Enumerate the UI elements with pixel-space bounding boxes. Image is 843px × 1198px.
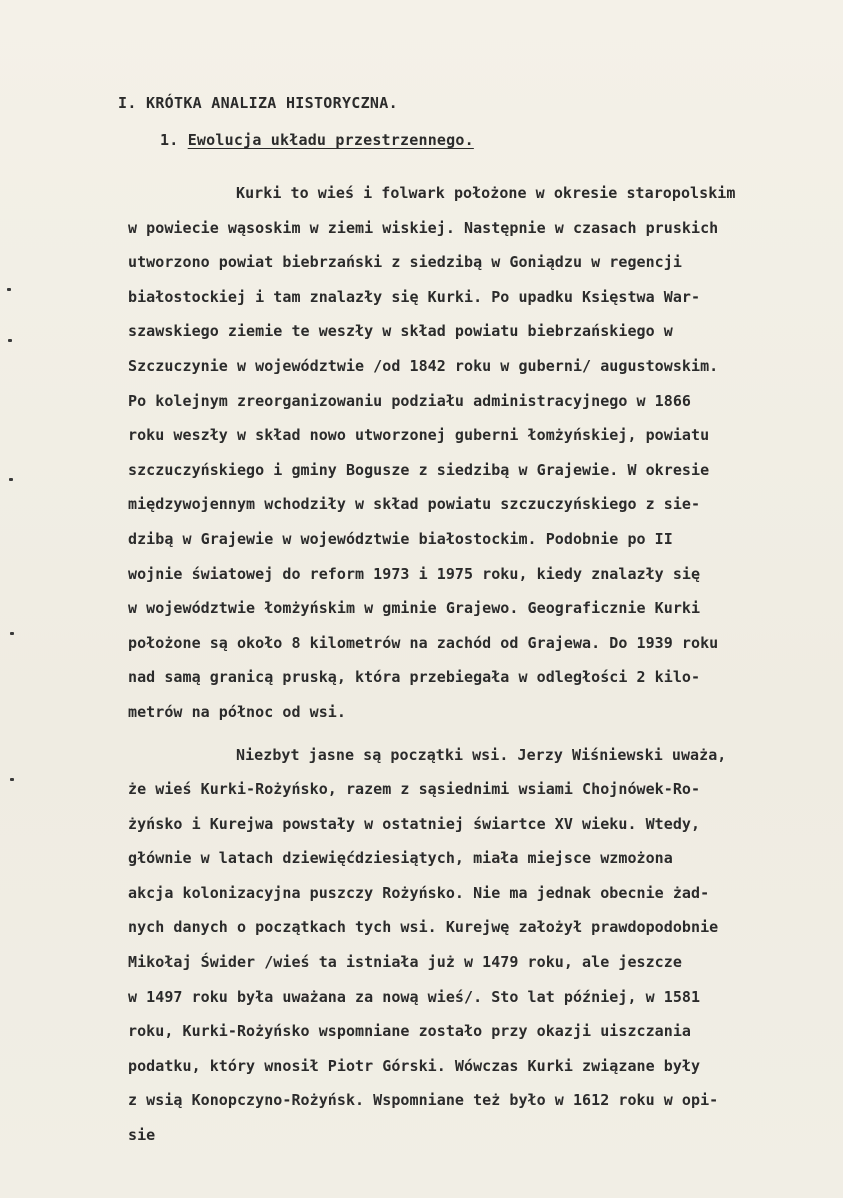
text-line: metrów na północ od wsi. bbox=[128, 702, 346, 721]
margin-mark bbox=[8, 339, 12, 342]
text-line: szczuczyńskiego i gminy Bogusze z siedzibą w Grajewie. W okresie bbox=[128, 460, 710, 479]
text-line: Niezbyt jasne są początki wsi. Jerzy Wiśniewski uważa, bbox=[236, 745, 727, 764]
margin-mark bbox=[10, 632, 14, 635]
text-line: akcja kolonizacyjna puszczy Rożyńsko. Nie ma jednak obecnie żad- bbox=[128, 883, 710, 902]
paragraph-gap bbox=[128, 730, 818, 738]
text-line: międzywojennym wchodziły w skład powiatu szczuczyńskiego z sie- bbox=[128, 495, 701, 514]
text-line: Kurki to wieś i folwark położone w okresie staropolskim bbox=[236, 184, 736, 202]
text-line: Mikołaj Świder /wieś ta istniała już w 1479 roku, ale jeszcze bbox=[128, 953, 682, 972]
subsection-number: 1. bbox=[160, 131, 179, 149]
text-line: Po kolejnym zreorganizowaniu podziału administracyjnego w 1866 bbox=[128, 391, 692, 410]
margin-mark bbox=[7, 288, 11, 291]
text-line: nych danych o początkach tych wsi. Kurejwę założył prawdopodobnie bbox=[128, 918, 719, 937]
text-line: głównie w latach dziewięćdziesiątych, miała miejsce wzmożona bbox=[128, 849, 673, 868]
text-line: szawskiego ziemie te weszły w skład powiatu biebrzańskiego w bbox=[128, 322, 673, 341]
section-heading: I. KRÓTKA ANALIZA HISTORYCZNA. bbox=[118, 94, 398, 112]
text-line: sie bbox=[128, 1126, 156, 1145]
text-line: roku weszły w skład nowo utworzonej guberni łomżyńskiej, powiatu bbox=[128, 426, 710, 445]
margin-mark bbox=[9, 478, 13, 481]
text-line: w 1497 roku była uważana za nową wieś/. Sto lat później, w 1581 bbox=[128, 987, 701, 1006]
text-line: w powiecie wąsoskim w ziemi wiskiej. Następnie w czasach pruskich bbox=[128, 218, 719, 237]
subsection-heading bbox=[160, 131, 474, 149]
text-line: białostockiej i tam znalazły się Kurki. Po upadku Księstwa War- bbox=[128, 287, 701, 306]
body-text bbox=[128, 176, 818, 1153]
text-line: utworzono powiat biebrzański z siedzibą w Goniądzu w regencji bbox=[128, 253, 682, 272]
text-line: że wieś Kurki-Rożyńsko, razem z sąsiednimi wsiami Chojnówek-Ro- bbox=[128, 780, 701, 799]
text-line: w województwie łomżyńskim w gminie Grajewo. Geograficznie Kurki bbox=[128, 599, 701, 618]
text-line: podatku, który wnosił Piotr Górski. Wówczas Kurki związane były bbox=[128, 1056, 701, 1075]
text-line: położone są około 8 kilometrów na zachód od Grajewa. Do 1939 roku bbox=[128, 633, 719, 652]
text-line: wojnie światowej do reform 1973 i 1975 roku, kiedy znalazły się bbox=[128, 564, 701, 583]
subsection-title: Ewolucja układu przestrzennego. bbox=[187, 131, 474, 149]
text-line: nad samą granicą pruską, która przebiegała w odległości 2 kilo- bbox=[128, 668, 701, 687]
text-line: żyńsko i Kurejwa powstały w ostatniej świartce XV wieku. Wtedy, bbox=[128, 814, 701, 833]
margin-mark bbox=[10, 778, 14, 781]
text-line: roku, Kurki-Rożyńsko wspomniane zostało przy okazji uiszczania bbox=[128, 1022, 692, 1041]
text-line: dzibą w Grajewie w województwie białostockim. Podobnie po II bbox=[128, 529, 673, 548]
text-line: Szczuczynie w województwie /od 1842 roku w guberni/ augustowskim. bbox=[128, 356, 719, 375]
text-line: z wsią Konopczyno-Rożyńsk. Wspomniane też było w 1612 roku w opi- bbox=[128, 1091, 719, 1110]
